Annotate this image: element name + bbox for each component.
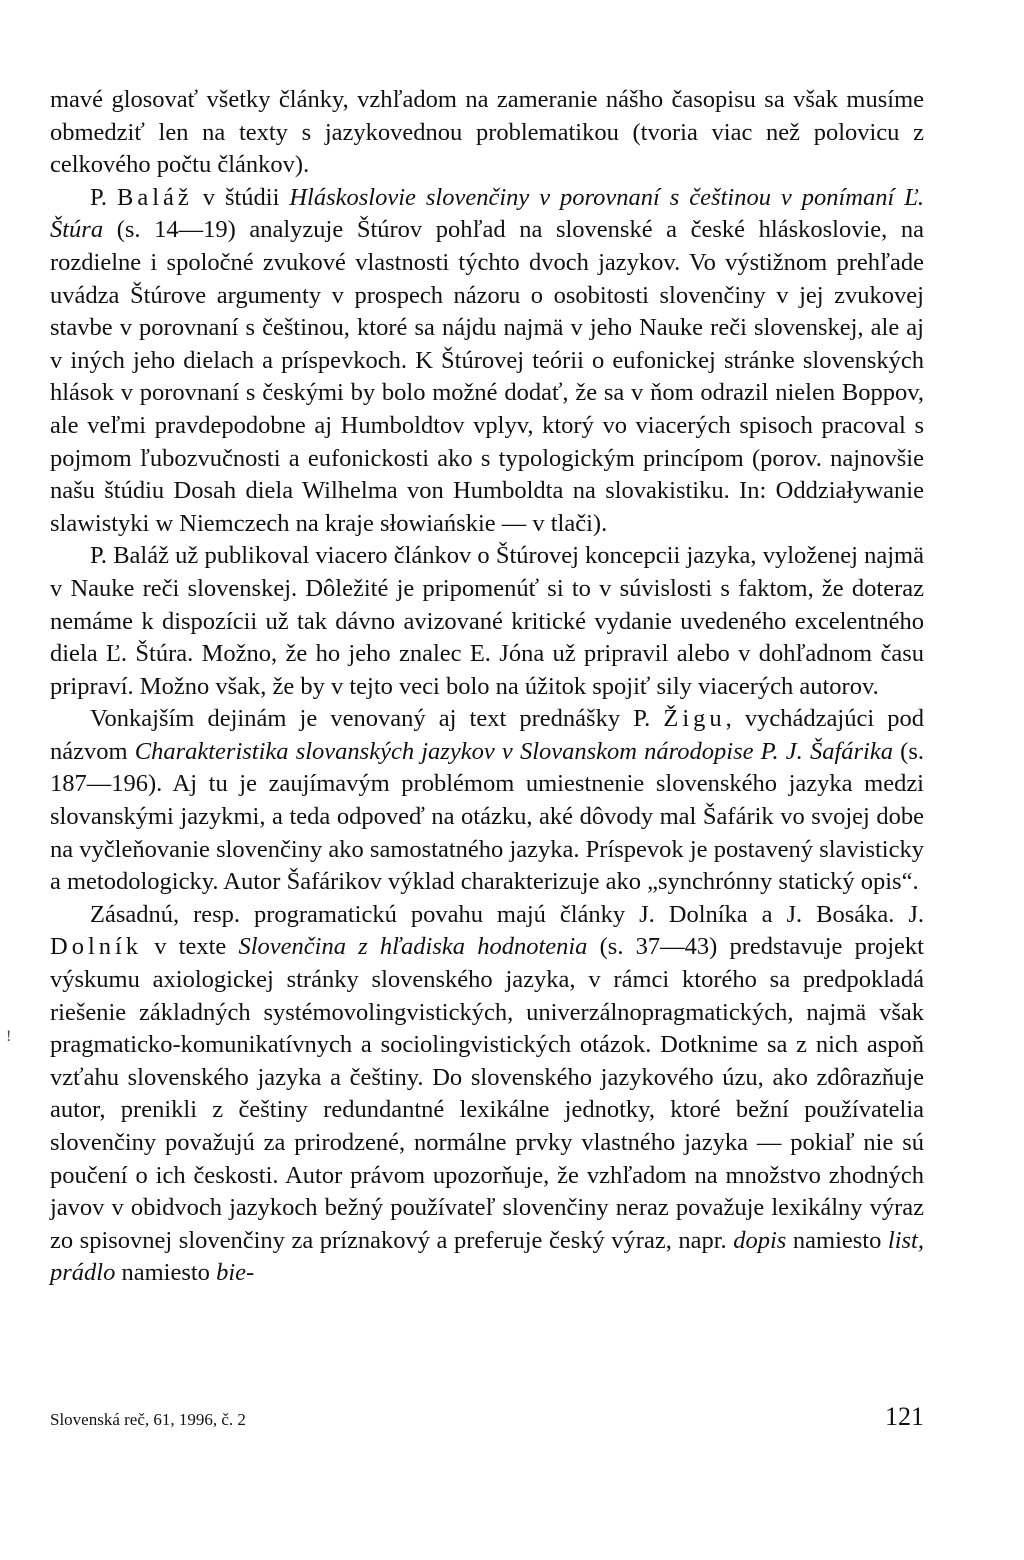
italic-title: bie- [216,1259,255,1287]
paragraph [50,540,924,703]
text-run: (s. 14—19) analyzuje Štúrov pohľad na slovenské a české hláskoslovie, na rozdielne i spoločné zvukové vlastnosti týchto dvoch jazykov. Vo výstižnom prehľade uvádza Štúrove argumenty v prospech názoru o osobitosti slovenčiny v jej zvukovej stavbe v porovnaní s češtinou, ktoré sa nájdu najmä v jeho Nauke reči slovenskej, ale aj v iných jeho dielach a príspevkoch. K Štúrovej teórii o eufonickej stránke slovenských hlások v porovnaní s českými by bolo možné dodať, že sa v ňom odrazil nielen Boppov, ale veľmi pravdepodobne aj Humboldtov vplyv, ktorý vo viacerých spisoch pracoval s pojmom ľubozvučnosti a eufonickosti ako s typologickým princípom (porov. najnovšie našu štúdiu Dosah diela Wilhelma von Humboldta na slovakistiku. In: Oddziaływanie slawistyki w Niemczech na kraje słowiańskie — v tlači). [50,216,924,537]
text-run: (s. 37—43) predstavuje projekt výskumu axiologickej stránky slovenského jazyka, v rámci ktorého sa predpokladá riešenie základných systémovolingvistických, univerzálnopragmatických, najmä však pragmaticko-komunikatívnych a sociolingvistických otázok. Dotknime sa z nich aspoň vzťahu slovenského jazyka a češtiny. Do slovenského jazykového úzu, ako zdôrazňuje autor, prenikli z češtiny redundantné lexikálne jednotky, ktoré bežní používatelia slovenčiny považujú za prirodzené, normálne prvky vlastného jazyka — pokiaľ nie sú poučení o ich českosti. Autor právom upozorňuje, že vzhľadom na množstvo zhodných javov v obidvoch jazykoch bežný používateľ slovenčiny neraz považuje lexikálny výraz zo spisovnej slovenčiny za príznakový a preferuje český výraz, napr. [50,933,924,1254]
italic-title: Hláskoslovie slovenčiny v porovnaní s češtinou v ponímaní Ľ. Štúra [50,183,924,244]
page-number: 121 [885,1402,924,1431]
text-run: Vonkajším dejinám je venovaný aj text prednášky P. [90,705,664,733]
italic-title: Slovenčina z hľadiska hodnotenia [238,933,588,961]
margin-mark: ! [6,1028,12,1045]
paragraph [50,899,924,1290]
text-run: namiesto [786,1226,888,1254]
italic-title: dopis [733,1226,787,1254]
text-run: v štúdii [192,183,290,211]
text-run: P. [90,183,117,211]
paragraph [50,182,924,541]
author-name: Dolník [50,933,143,961]
paragraph [50,703,924,899]
italic-title: Charakteristika slovanských jazykov v Slovanskom národopise P. J. Šafárika [134,737,893,765]
author-name: Žigu [663,705,726,733]
italic-title: list, prádlo [50,1226,924,1287]
author-name: Baláž [117,183,193,211]
paragraph [50,84,924,182]
text-run: P. Baláž už publikoval viacero článkov o Štúrovej koncepcii jazyka, vyloženej najmä v Nauke reči slovenskej. Dôležité je pripomenúť si to v súvislosti s faktom, že doteraz nemáme k dispozícii už tak dávno avizované kritické vydanie uvedeného excelentného diela Ľ. Štúra. Možno, že ho jeho znalec E. Jóna už pripravil alebo v dohľadnom času pripraví. Možno však, že by v tejto veci bolo na úžitok spojiť sily viacerých autorov. [50,542,924,700]
text-run: mavé glosovať všetky články, vzhľadom na zameranie nášho časopisu sa však musíme obmedziť len na texty s jazykovednou problematikou (tvoria viac než polovicu z celkového počtu článkov). [50,86,924,179]
text-run: namiesto [115,1259,217,1287]
text-run: , vychádzajúci pod názvom [50,705,924,765]
text-run: Zásadnú, resp. programatickú povahu majú články J. Dolníka a J. Bosáka. J. [90,900,924,928]
text-run: (s. 187—196). Aj tu je zaujímavým problémom umiestnenie slovenského jazyka medzi slovanskými jazykmi, a teda odpoveď na otázku, aké dôvody mal Šafárik vo svojej dobe na vyčleňovanie slovenčiny ako samostatného jazyka. Príspevok je postavený slavisticky a metodologicky. Autor Šafárikov výklad charakterizuje ako „synchrónny statický opis“. [50,737,924,896]
text-run: v texte [142,933,239,961]
article-body [50,84,924,1290]
journal-citation: Slovenská reč, 61, 1996, č. 2 [50,1410,246,1429]
